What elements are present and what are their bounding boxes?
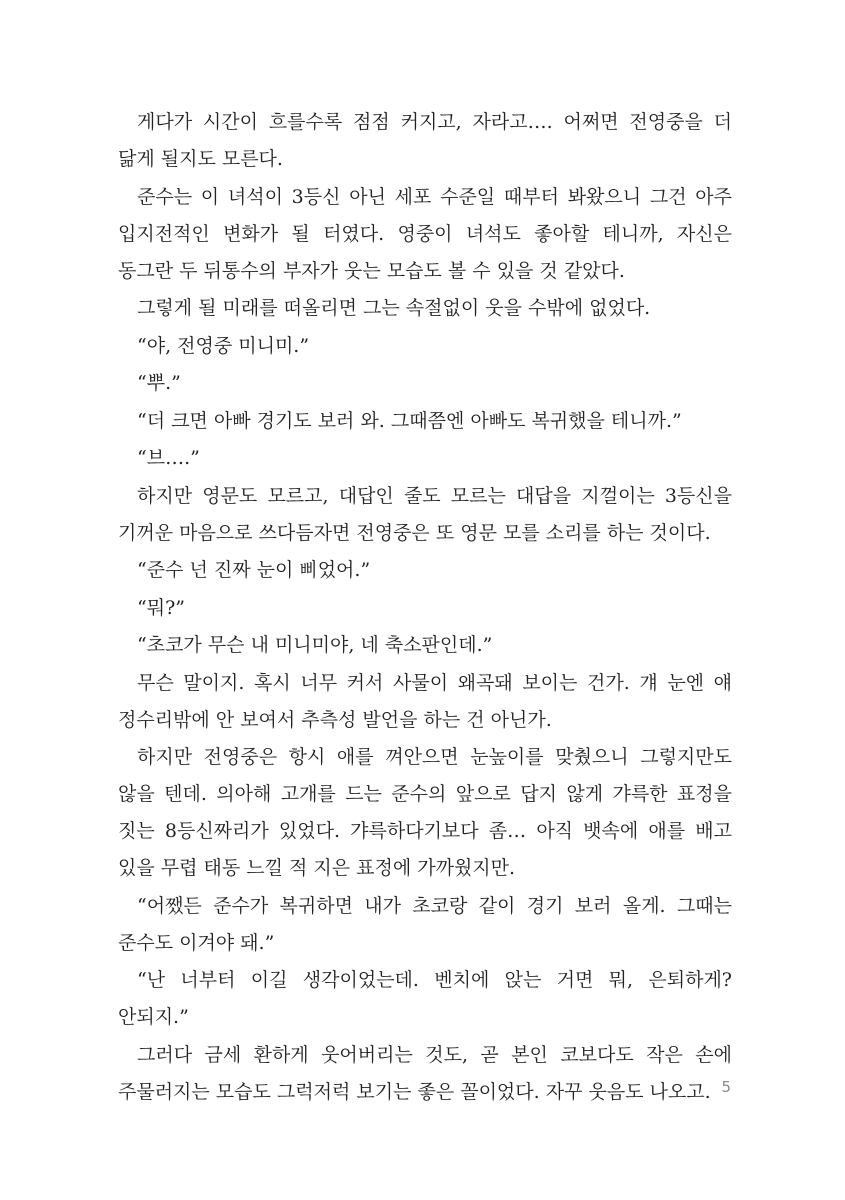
body-text	[118, 104, 732, 1111]
paragraph: 준수는 이 녀석이 3등신 아닌 세포 수준일 때부터 봐왔으니 그건 아주 입지전적인 변화가 될 터였다. 영중이 녀석도 좋아할 테니까, 자신은 동그란 두 뒤통수의 부자가 웃는 모습도 볼 수 있을 것 같았다.	[118, 185, 732, 282]
paragraph: “어쨌든 준수가 복귀하면 내가 초코랑 같이 경기 보러 올게. 그때는 준수도 이겨야 돼.”	[118, 894, 732, 954]
paragraph: “준수 넌 진짜 눈이 삐었어.”	[137, 559, 371, 581]
paragraph: 그렇게 될 미래를 떠올리면 그는 속절없이 웃을 수밖에 없었다.	[137, 297, 651, 319]
page-number: 5	[721, 1078, 731, 1096]
paragraph: “뿌.”	[137, 372, 181, 394]
paragraph: 그러다 금세 환하게 웃어버리는 것도, 곧 본인 코보다도 작은 손에 주물러지는 모습도 그럭저럭 보기는 좋은 꼴이었다. 자꾸 웃음도 나오고.	[118, 1043, 732, 1103]
paragraph: “야, 전영중 미니미.”	[137, 334, 310, 357]
paragraph: “더 크면 아빠 경기도 보러 와. 그때쯤엔 아빠도 복귀했을 테니까.”	[137, 409, 682, 432]
paragraph: “뭐?”	[137, 596, 185, 619]
paragraph: “초코가 무슨 내 미니미야, 네 축소판인데.”	[137, 634, 493, 656]
paragraph: 무슨 말이지. 혹시 너무 커서 사물이 왜곡돼 보이는 건가. 걔 눈엔 얘 정수리밖에 안 보여서 추측성 발언을 하는 건 아닌가.	[118, 671, 732, 731]
paragraph: 하지만 영문도 모르고, 대답인 줄도 모르는 대답을 지껄이는 3등신을 기꺼운 마음으로 쓰다듬자면 전영중은 또 영문 모를 소리를 하는 것이다.	[118, 484, 732, 544]
paragraph: “난 너부터 이길 생각이었는데. 벤치에 앉는 거면 뭐, 은퇴하게? 안되지.”	[118, 969, 732, 1028]
paragraph: 게다가 시간이 흐를수록 점점 커지고, 자라고…. 어쩌면 전영중을 더 닮게 될지도 모른다.	[118, 111, 732, 170]
paragraph: 하지만 전영중은 항시 애를 껴안으면 눈높이를 맞췄으니 그렇지만도 않을 텐데. 의아해 고개를 드는 준수의 앞으로 답지 않게 갸륵한 표정을 짓는 8등신짜리가 있었다. 갸륵하다기보다 좀… 아직 뱃속에 애를 배고 있을 무렵 태동 느낄 적 지은 표정에 가까웠지만.	[118, 746, 732, 879]
paragraph: “브….”	[137, 447, 200, 469]
